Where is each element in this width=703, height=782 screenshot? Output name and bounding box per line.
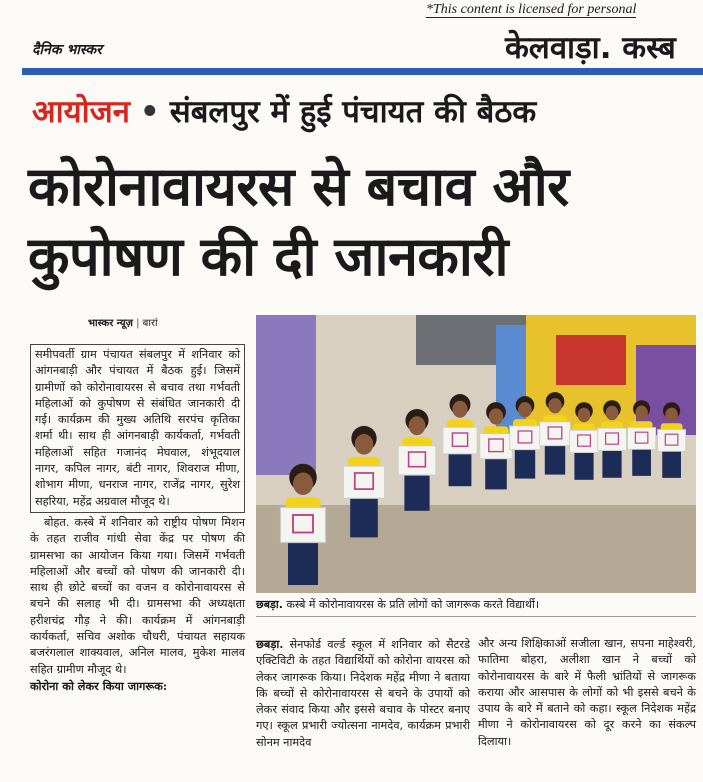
kicker-label: आयोजन: [32, 94, 130, 130]
town-header: केलवाड़ा. कस्ब: [505, 30, 676, 66]
photo-caption: [256, 597, 696, 612]
students-photo-illustration: [256, 315, 696, 593]
headline: [28, 152, 698, 292]
article-column-2: [256, 636, 470, 751]
paragraph-sambalpur: समीपवर्ती ग्राम पंचायत संबलपुर में शनिवार को आंगनबाड़ी और पंचायत में बैठक हुई। जिसमें ग्रामीणों को कोरोनावायरस से बचाव तथा गर्भवती महिलाओं को कुपोषण से संबंधित जानकारी दी गई। कार्यक्रम की मुख्य अतिथि सरपंच कृतिका शर्मा थी। साथ ही आंगनबाड़ी कार्यकर्ता, गर्भवती महिलाओं सहित गजानंद मेघवाल, शंभूदयाल नागर, कपिल नागर, बंटी नागर, शिवराज मीणा, शोभाग मीणा, धनराज नागर, राजेंद्र नागर, सुरेश सहरिया, महेंद्र अग्रवाल मौजूद थे।: [35, 348, 240, 508]
bullet-icon: •: [139, 94, 160, 130]
paragraph-continuation: और अन्य शिक्षिकाओं सजीला खान, सपना माहेश्वरी, फातिमा बोहरा, अलीशा खान ने बच्चों को कोरोनावायरस के बारे में फैली भ्रांतियों से जागरूक कराया और आसपास के लोगों को भी इससे बचने के उपाय के बारे में बताने को कहा। स्कूल निदेशक महेंद्र मीणा ने कोरोनावायरस को दूर करने का संकल्प दिलाया।: [478, 637, 696, 748]
news-photo: [256, 315, 696, 593]
article-column-1: [30, 344, 245, 694]
article-column-3: [478, 636, 696, 750]
caption-place: छबड़ा.: [256, 598, 283, 611]
header-divider: [22, 68, 703, 75]
dateline-chhabra: छबड़ा.: [256, 637, 284, 651]
newspaper-name: दैनिक भास्कर: [32, 42, 102, 58]
byline-separator: |: [132, 318, 143, 329]
boxed-paragraph: [30, 344, 245, 513]
caption-rule: [256, 616, 696, 617]
headline-line-2: कुपोषण की दी जानकारी: [28, 225, 508, 288]
byline: [88, 315, 158, 329]
paragraph-bohat: बोहत. कस्बे में शनिवार को राष्ट्रीय पोषण मिशन के तहत राजीव गांधी सेवा केंद्र पर पोषण की ग्रामसभा का आयोजन किया गया। जिसमें गर्भवती महिलाओं और बच्चों को पोषण की जानकारी दी। साथ ही छोटे बच्चों का वजन व कोरोनावायरस से बचने की सलाह भी दी। ग्रामसभा की अध्यक्षता हरीशचंद्र गौड़ ने की। कार्यक्रम में आंगनबाड़ी कार्यकर्ता, सचिव अशोक चौधरी, पंचायत सहायक बजरंगलाल शाक्यवाल, अनिल मालव, मुकेश मालव सहित ग्रामीण मौजूद थे।: [30, 515, 245, 676]
paragraph-chhabra-text: सेनफोर्ड वर्ल्ड स्कूल में शनिवार को सैटरडे एक्टिविटी के तहत विद्यार्थियों को कोरोना वायरस को लेकर जागरूक किया। निदेशक महेंद्र मीणा ने बताया कि बच्चों से कोरोनावायरस से बचने के उपायों को लेकर संवाद किया और इससे बचाव के पोस्टर बनाए गए। स्कूल प्रभारी ज्योत्सना नामदेव, कार्यक्रम प्रभारी सोनम नामदेव: [256, 638, 470, 749]
subhead-awareness: कोरोना को लेकर किया जागरूक:: [30, 678, 168, 693]
byline-source: भास्कर न्यूज़: [88, 318, 133, 329]
paragraph-chhabra: [256, 636, 470, 751]
kicker-text: संबलपुर में हुई पंचायत की बैठक: [169, 94, 537, 130]
caption-text: कस्बे में कोरोनावायरस के प्रति लोगों को जागरूक करते विद्यार्थी।: [286, 598, 540, 611]
kicker-line: [32, 90, 536, 132]
headline-line-1: कोरोनावायरस से बचाव और: [28, 155, 569, 218]
byline-place: बारां: [142, 318, 158, 329]
license-notice: *This content is licensed for personal: [426, 2, 637, 17]
